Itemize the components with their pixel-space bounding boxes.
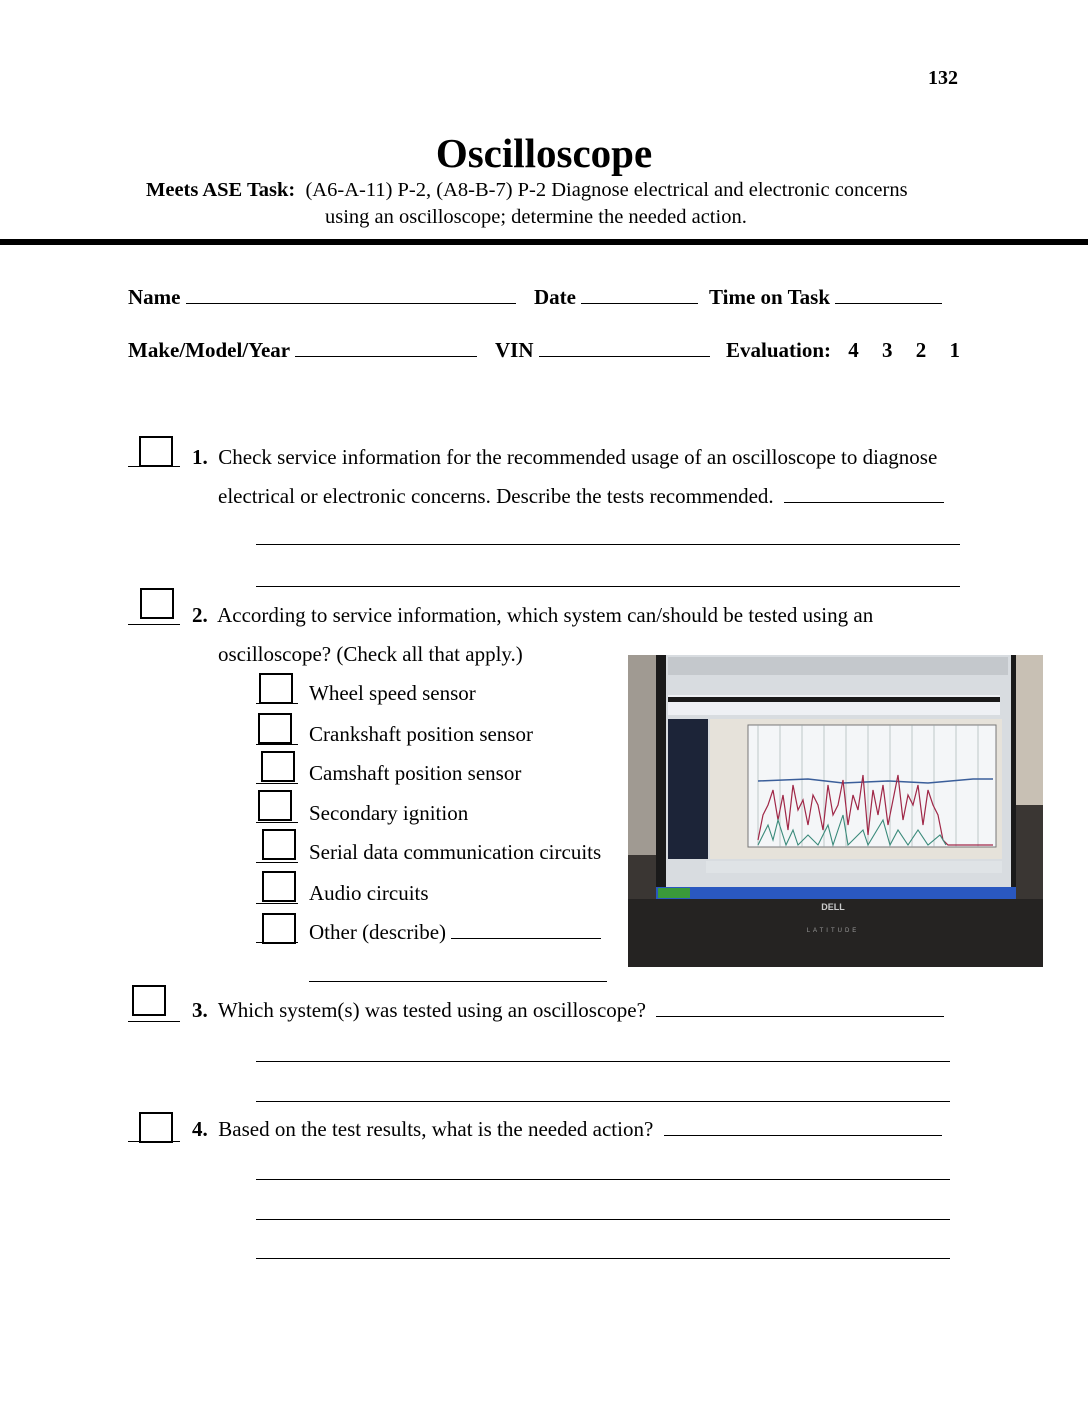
- option-checkbox[interactable]: [262, 871, 296, 902]
- option-label: Secondary ignition: [309, 801, 469, 825]
- make-model-year-field[interactable]: Make/Model/Year: [128, 338, 477, 362]
- option-checkbox[interactable]: [258, 790, 292, 821]
- time-on-task-field[interactable]: Time on Task: [709, 285, 942, 309]
- option-label: Audio circuits: [309, 881, 429, 905]
- ase-task-text: (A6-A-11) P-2, (A8-B-7) P-2 Diagnose electrical and electronic concerns: [305, 179, 908, 201]
- q1-answer-line[interactable]: [256, 586, 960, 587]
- laptop-screen-image: [628, 655, 1043, 967]
- q1-text: 1. Check service information for the recommended usage of an oscilloscope to diagnose: [192, 445, 938, 469]
- dell-logo: DELL: [821, 902, 845, 912]
- score-4[interactable]: 4: [848, 338, 859, 362]
- latitude-logo: LATITUDE: [806, 928, 860, 934]
- evaluation-field: Evaluation: 4 3 2 1: [726, 338, 961, 362]
- q2-checkbox[interactable]: [140, 588, 174, 619]
- ase-task-label: Meets ASE Task:: [146, 179, 296, 201]
- option-checkbox[interactable]: [259, 673, 293, 704]
- q3-check-line: [128, 1021, 180, 1022]
- q1-checkbox[interactable]: [139, 436, 173, 467]
- header-divider: [0, 239, 1088, 245]
- option-checkbox[interactable]: [258, 713, 292, 744]
- q4-checkbox[interactable]: [139, 1112, 173, 1143]
- score-1[interactable]: 1: [949, 338, 961, 362]
- page-title: Oscilloscope: [435, 130, 653, 176]
- q2-text: 2. According to service information, which system can/should be tested using an: [192, 603, 874, 627]
- option-label: Crankshaft position sensor: [309, 722, 533, 746]
- q3-answer-line[interactable]: [256, 1061, 950, 1062]
- option-checkbox[interactable]: [262, 913, 296, 944]
- page-number: 132: [928, 67, 958, 89]
- q4-answer-line[interactable]: [256, 1219, 950, 1220]
- name-field[interactable]: Name: [128, 285, 516, 309]
- date-field[interactable]: Date: [534, 285, 698, 309]
- q4-answer-line[interactable]: [256, 1258, 950, 1259]
- q3-checkbox[interactable]: [132, 985, 166, 1016]
- score-3[interactable]: 3: [882, 338, 893, 362]
- option-checkbox[interactable]: [262, 829, 296, 860]
- ase-task-line1: [146, 178, 908, 202]
- q2-text-2: oscilloscope? (Check all that apply.): [218, 642, 523, 666]
- option-label: Camshaft position sensor: [309, 761, 522, 785]
- ase-task-line2: using an oscilloscope; determine the needed action.: [325, 206, 747, 228]
- q1-answer-line[interactable]: [256, 544, 960, 545]
- q2-check-line: [128, 624, 180, 625]
- score-2[interactable]: 2: [915, 338, 927, 362]
- q4-answer-line[interactable]: [256, 1179, 950, 1180]
- option-label: Serial data communication circuits: [309, 840, 602, 864]
- q4-text: 4. Based on the test results, what is the needed action?: [192, 1117, 942, 1141]
- q3-answer-line[interactable]: [256, 1101, 950, 1102]
- q3-text: 3. Which system(s) was tested using an oscilloscope?: [192, 998, 944, 1022]
- option-checkbox[interactable]: [261, 751, 295, 782]
- vin-field[interactable]: VIN: [495, 338, 710, 362]
- q1-text-2: electrical or electronic concerns. Describe the tests recommended.: [218, 484, 944, 508]
- other-answer-line[interactable]: [309, 981, 607, 982]
- option-label: Wheel speed sensor: [309, 681, 476, 705]
- option-label-other: Other (describe): [309, 920, 601, 944]
- oscilloscope-laptop-photo: [628, 655, 1043, 967]
